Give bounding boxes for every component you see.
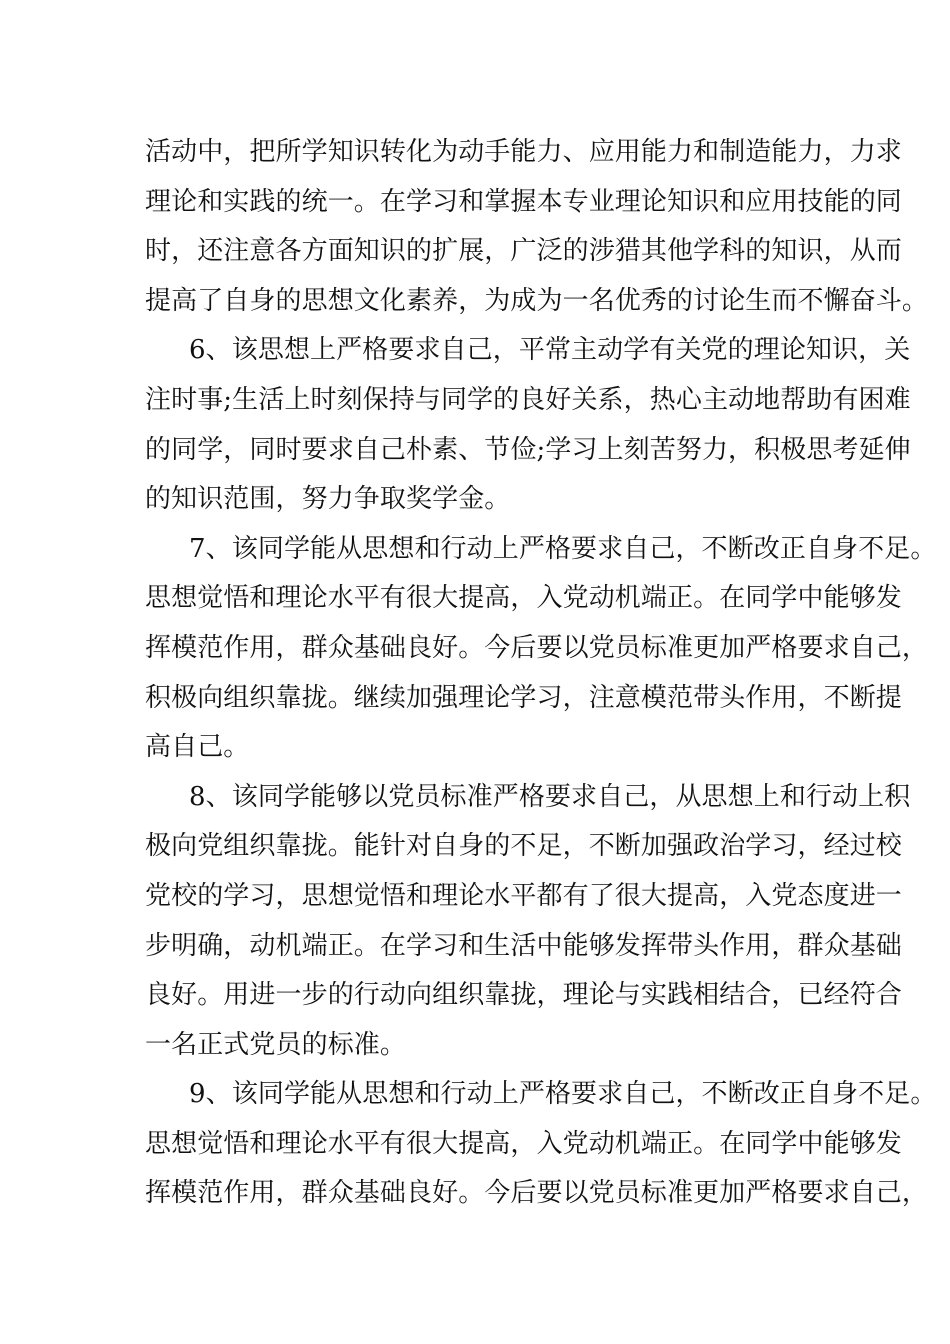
text-line: 高自己。 <box>145 732 250 763</box>
paragraph-continuation <box>145 128 929 326</box>
paragraph-6 <box>145 326 911 524</box>
text-line: 党校的学习，思想觉悟和理论水平都有了很大提高，入党态度进一 <box>145 880 902 911</box>
text-line: 一名正式党员的标准。 <box>145 1029 407 1060</box>
text-line: 思想觉悟和理论水平有很大提高，入党动机端正。在同学中能够发 <box>145 1128 902 1159</box>
text-line: 积极向组织靠拢。继续加强理论学习，注意模范带头作用，不断提 <box>145 682 902 713</box>
text-line: 良好。用进一步的行动向组织靠拢，理论与实践相结合，已经符合 <box>145 980 902 1011</box>
text-line: 的同学，同时要求自己朴素、节俭;学习上刻苦努力，积极思考延伸 <box>145 434 911 465</box>
text-line: 7、该同学能从思想和行动上严格要求自己，不断改正自身不足。 <box>189 533 937 564</box>
text-line: 注时事;生活上时刻保持与同学的良好关系，热心主动地帮助有困难 <box>145 384 911 415</box>
text-line: 时，还注意各方面知识的扩展，广泛的涉猎其他学科的知识，从而 <box>145 236 902 267</box>
document-body <box>145 128 937 1219</box>
text-line: 提高了自身的思想文化素养，为成为一名优秀的讨论生而不懈奋斗。 <box>145 285 929 316</box>
paragraph-7 <box>145 525 937 773</box>
text-line: 挥模范作用，群众基础良好。今后要以党员标准更加严格要求自己， <box>145 1178 929 1209</box>
text-line: 8、该同学能够以党员标准严格要求自己，从思想上和行动上积 <box>189 781 911 812</box>
paragraph-9 <box>145 1070 937 1219</box>
text-line: 的知识范围，努力争取奖学金。 <box>145 484 511 515</box>
text-line: 思想觉悟和理论水平有很大提高，入党动机端正。在同学中能够发 <box>145 583 902 614</box>
text-line: 步明确，动机端正。在学习和生活中能够发挥带头作用，群众基础 <box>145 930 902 961</box>
text-line: 极向党组织靠拢。能针对自身的不足，不断加强政治学习，经过校 <box>145 831 902 862</box>
text-line: 9、该同学能从思想和行动上严格要求自己，不断改正自身不足。 <box>189 1079 937 1110</box>
text-line: 挥模范作用，群众基础良好。今后要以党员标准更加严格要求自己， <box>145 632 929 663</box>
text-line: 6、该思想上严格要求自己，平常主动学有关党的理论知识，关 <box>189 335 911 366</box>
text-line: 活动中，把所学知识转化为动手能力、应用能力和制造能力，力求 <box>145 137 902 167</box>
paragraph-8 <box>145 773 911 1071</box>
text-line: 理论和实践的统一。在学习和掌握本专业理论知识和应用技能的同 <box>145 186 902 217</box>
